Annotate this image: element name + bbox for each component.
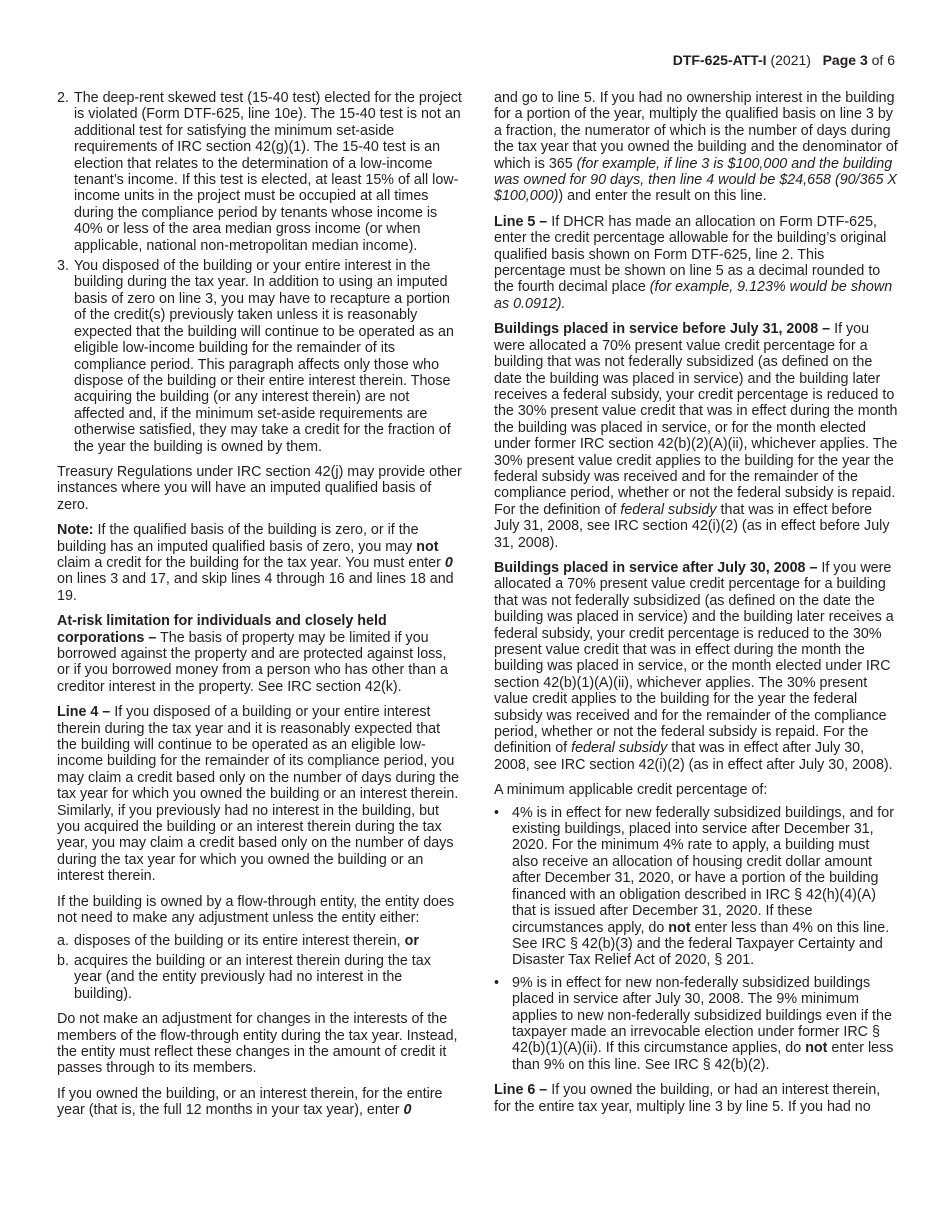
list-marker: 2. — [57, 90, 69, 106]
line-4-paragraph — [57, 704, 462, 884]
line-4-heading: Line 4 – — [57, 704, 111, 721]
right-column — [494, 90, 899, 1124]
list-marker: a. — [57, 932, 69, 949]
form-number: DTF-625-ATT-I — [672, 52, 767, 68]
list-item-text: acquires the building or an interest therein during the tax year (and the entity previously had no interest in the building). — [74, 952, 431, 1002]
list-item-or: or — [404, 932, 419, 949]
continued-text: ) and enter the result on this line. — [558, 188, 767, 205]
before-2008-paragraph — [494, 321, 899, 551]
list-item-2 — [57, 90, 462, 254]
list-marker: b. — [57, 952, 69, 969]
at-risk-text: The basis of property may be limited if you borrowed against the property and are protected against loss, or if you borrowed money from a person who has other than a creditor interest in the property. See IRC section 42(k). — [57, 629, 448, 695]
bullet-not: not — [805, 1040, 828, 1057]
owned-entire-year-paragraph — [57, 1086, 462, 1119]
line-6-heading: Line 6 – — [494, 1082, 548, 1099]
page-total: of 6 — [871, 52, 895, 68]
note-text: on lines 3 and 17, and skip lines 4 through 16 and lines 18 and 19. — [57, 571, 454, 604]
line-5-paragraph — [494, 214, 899, 312]
page-number: 3 — [859, 52, 868, 68]
bullet-marker: • — [494, 804, 500, 821]
after-2008-text: If you were allocated a 70% present value credit percentage for a building that was not federally subsidized (as defined on the date the building was placed in service) and the building later receives a federal subsidy, your credit percentage is reduced to the 30% present value credit that was in effect during the month the building was placed in service, or the month elected under IRC section 42(b)(1)(A)(ii), whichever applies. The 30% present value credit applies to the building for the year the federal subsidy was received and for the remainder of the compliance period, whether or not the federal subsidy is repaid. For the definition of — [494, 559, 894, 757]
at-risk-paragraph — [57, 613, 462, 695]
line-5-example: (for example, 9.123% would be shown as 0.0912). — [494, 279, 893, 312]
owned-zero: 0 — [403, 1102, 412, 1119]
before-2008-text: that was in effect before July 31, 2008, see IRC section 42(i)(2) (as in effect before July 31, 2008). — [494, 501, 890, 551]
list-marker: 3. — [57, 258, 69, 275]
minimum-paragraph: A minimum applicable credit percentage of: — [494, 782, 768, 799]
list-item-3 — [57, 258, 462, 455]
list-item-b — [57, 953, 462, 1002]
owned-text: If you owned the building, or an interest therein, for the entire year (that is, the full 12 months in your tax year), enter — [57, 1085, 443, 1119]
bullet-item-4-percent — [494, 805, 899, 969]
do-not-adjust-paragraph: Do not make an adjustment for changes in the interests of the members of the flow-through entity during the tax year. Instead, the entity must reflect these changes in the amount of credit it passes through to its members. — [57, 1011, 458, 1077]
note-text: claim a credit for the building for the tax year. You must enter — [57, 554, 445, 571]
list-item-text: The deep-rent skewed test (15-40 test) elected for the project is violated (Form DTF-625, line 10e). The 15-40 test is not an additional test for satisfying the minimum set-aside requirements of IRC section 42(g)(1). The 15-40 test is an election that relates to the determination of a low-income tenant’s income. If this test is elected, at least 15% of all low-income units in the project must be occupied at all times during the compliance period by tenants whose income is 40% or less of the area median gross income (or when applicable, national non-metropolitan median income). — [74, 90, 462, 254]
list-item-a — [57, 933, 462, 949]
list-item-text: disposes of the building or its entire interest therein, — [74, 932, 405, 949]
bullet-text: enter less than 9% on this line. See IRC § 42(b)(2). — [512, 1040, 894, 1073]
bullet-text: 4% is in effect for new federally subsidized buildings, and for existing buildings, placed into service after December 31, 2020. For the minimum 4% rate to apply, a building must also receive an allocation of housing credit dollar amount after December 31, 2020, or have a portion of the building financed with an obligation described in IRC § 42(h)(4)(A) that is issued after December 31, 2020. If these circumstances apply, do — [512, 804, 894, 936]
form-year: (2021) — [770, 52, 811, 68]
note-paragraph — [57, 522, 462, 604]
bullet-text: enter less than 4% on this line. See IRC § 42(b)(3) and the federal Taxpayer Certainty and Disaster Tax Relief Act of 2020, § 201. — [512, 919, 890, 969]
note-zero: 0 — [444, 554, 453, 571]
continued-example: (for example, if line 3 is $100,000 and the building was owned for 90 days, then line 4 would be $24,658 (90/365 X $100,000) — [494, 155, 897, 205]
after-2008-heading: Buildings placed in service after July 30, 2008 – — [494, 559, 818, 576]
line-5-text: If DHCR has made an allocation on Form DTF-625, enter the credit percentage allowable for the building’s original qualified basis shown on Form DTF-625, line 2. This percentage must be shown on line 5 as a decimal rounded to the fourth decimal place — [494, 213, 887, 296]
after-2008-text: that was in effect after July 30, 2008, see IRC section 42(i)(2) (as in effect after July 30, 2008). — [494, 740, 893, 773]
page-header — [673, 52, 895, 68]
page-label: Page — [822, 52, 857, 68]
note-text: If the qualified basis of the building is zero, or if the building has an imputed qualified basis of zero, you may — [57, 522, 419, 555]
treasury-paragraph: Treasury Regulations under IRC section 42(j) may provide other instances where you will have an imputed qualified basis of zero. — [57, 463, 462, 513]
line-5-heading: Line 5 – — [494, 213, 548, 230]
left-column — [57, 90, 462, 1128]
line-6-paragraph — [494, 1082, 899, 1115]
line-6-text: If you owned the building, or had an interest therein, for the entire tax year, multiply line 3 by line 5. If you had no — [494, 1082, 881, 1115]
continued-paragraph — [494, 90, 899, 205]
line-4-text: If you disposed of a building or your entire interest therein during the tax year and it is reasonably expected that the building will continue to be operated as an eligible low-income building for the remainder of its compliance period, you may claim a credit based only on the number of days during the tax year for which you owned the building or an interest therein. Similarly, if you previously had no interest in the building, but you acquired the building or an interest therein during the tax year, you may claim a credit based only on the number of days during the tax year for which you owned the building or an interest therein. — [57, 704, 460, 885]
bullet-text: 9% is in effect for new non-federally subsidized buildings placed in service after July 30, 2008. The 9% minimum applies to new non-federally subsidized buildings even if the taxpayer made an irrevocable election under former IRC § 42(b)(1)(A)(ii). If this circumstance applies, do — [512, 974, 892, 1057]
after-2008-term: federal subsidy — [571, 740, 668, 757]
bullet-marker: • — [494, 974, 500, 991]
note-label: Note: — [57, 522, 94, 539]
at-risk-heading: At-risk limitation for individuals and closely held corporations – — [57, 613, 387, 646]
after-2008-paragraph — [494, 560, 899, 773]
before-2008-heading: Buildings placed in service before July 31, 2008 – — [494, 321, 831, 338]
bullet-not: not — [668, 919, 691, 936]
before-2008-term: federal subsidy — [620, 501, 717, 518]
bullet-item-9-percent — [494, 975, 899, 1073]
continued-text: and go to line 5. If you had no ownership interest in the building for a portion of the year, multiply the qualified basis on line 3 by a fraction, the numerator of which is the number of days during the tax year that you owned the building and the denominator of which is 365 — [494, 90, 898, 172]
note-not: not — [416, 538, 439, 555]
list-item-text: You disposed of the building or your entire interest in the building during the tax year. In addition to using an imputed basis of zero on line 3, you may have to recapture a portion of the credit(s) previously taken unless it is reasonably expected that the building will continue to be operated as an eligible low-income building for the remainder of its compliance period. This paragraph affects only those who dispose of the building or their entire interest therein. Those acquiring the building (or any interest therein) are not affected and, if the minimum set-aside requirements are otherwise satisfied, they may take a credit for the fraction of the year the building is owned by them. — [74, 258, 454, 455]
before-2008-text: If you were allocated a 70% present value credit percentage for a building that was not federally subsidized (as defined on the date the building was placed in service) and the building later receives a federal subsidy, your credit percentage is reduced to the 30% present value credit that was in effect during the month the building was placed in service, or for the month elected under former IRC section 42(b)(2)(A)(ii), whichever applies. The 30% present value credit applies to the building for the year the federal subsidy was received and for the remainder of the compliance period, whether or not the federal subsidy is repaid. For the definition of — [494, 321, 898, 518]
flow-through-paragraph: If the building is owned by a flow-through entity, the entity does not need to make any adjustment unless the entity either: — [57, 893, 455, 927]
